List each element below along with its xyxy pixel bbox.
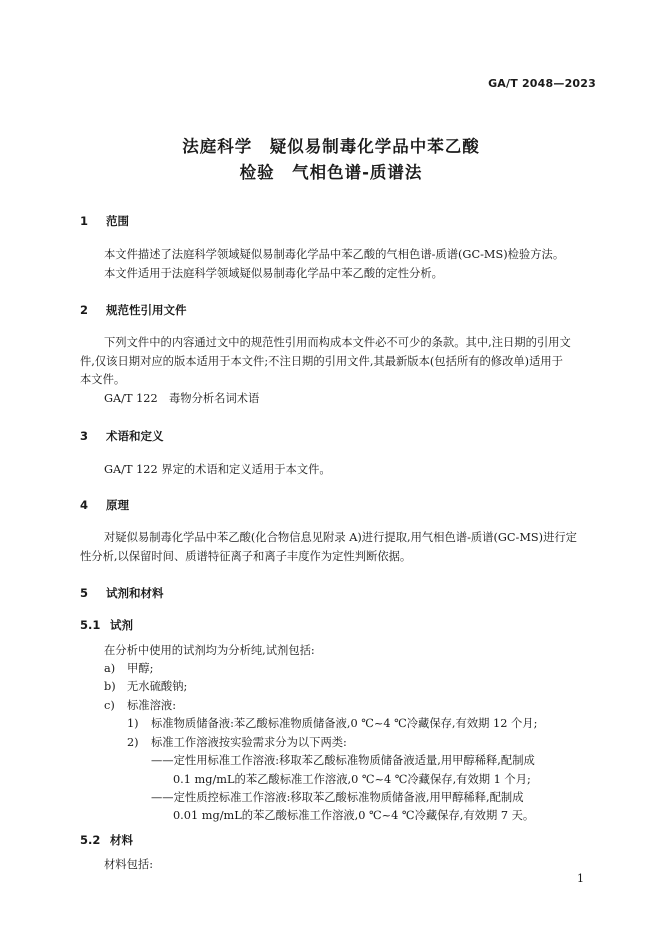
subsection-title: 材料: [110, 833, 133, 847]
section-3-heading: [80, 428, 164, 444]
paragraph: 在分析中使用的试剂均为分析纯,试剂包括:: [104, 644, 315, 657]
paragraph: GA/T 122 界定的术语和定义适用于本文件。: [104, 463, 331, 476]
list-item: 标准工作溶液按实验需求分为以下两类:: [151, 736, 347, 749]
paragraph-line: 下列文件中的内容通过文中的规范性引用而构成本文件必不可少的条款。其中,注日期的引用文: [104, 336, 571, 349]
section-number: 3: [80, 429, 89, 443]
document-title-line2: 检验 气相色谱-质谱法: [239, 163, 423, 182]
subsection-number: 5.2: [80, 833, 101, 847]
subsection-number: 5.1: [80, 618, 101, 632]
list-item: 无水硫酸钠;: [127, 680, 188, 693]
list-label: b): [104, 680, 116, 693]
section-1-heading: [80, 213, 129, 229]
standard-code: GA/T 2048—2023: [488, 77, 596, 90]
paragraph: 本文件适用于法庭科学领域疑似易制毒化学品中苯乙酸的定性分析。: [104, 267, 443, 280]
list-label: 2): [127, 736, 139, 749]
section-number: 2: [80, 303, 89, 317]
list-item: 标准溶液:: [127, 699, 176, 712]
paragraph-line: 件,仅该日期对应的版本适用于本文件;不注日期的引用文件,其最新版本(包括所有的修改单)适用于: [80, 355, 563, 368]
section-title: 原理: [106, 498, 129, 512]
section-4-heading: [80, 497, 129, 513]
section-number: 4: [80, 498, 89, 512]
normative-reference: GA/T 122 毒物分析名词术语: [104, 392, 260, 405]
section-title: 术语和定义: [106, 429, 164, 443]
paragraph-line: 对疑似易制毒化学品中苯乙酸(化合物信息见附录 A)进行提取,用气相色谱-质谱(GC-MS)进行定: [104, 531, 577, 544]
paragraph: 材料包括:: [104, 858, 153, 871]
page-number: 1: [577, 872, 584, 885]
list-label: 1): [127, 717, 139, 730]
section-2-heading: [80, 302, 187, 318]
subsection-title: 试剂: [110, 618, 133, 632]
section-5-heading: [80, 585, 164, 601]
list-label: c): [104, 699, 115, 712]
section-number: 5: [80, 586, 89, 600]
dash-item-line: ——定性用标准工作溶液:移取苯乙酸标准物质储备液适量,用甲醇稀释,配制成: [151, 754, 535, 767]
paragraph: 本文件描述了法庭科学领域疑似易制毒化学品中苯乙酸的气相色谱-质谱(GC-MS)检验方法。: [104, 248, 565, 261]
subsection-5-1-heading: [80, 617, 133, 633]
dash-item-line: 0.1 mg/mL的苯乙酸标准工作溶液,0 ℃~4 ℃冷藏保存,有效期 1 个月;: [173, 773, 531, 786]
dash-item-line: ——定性质控标准工作溶液:移取苯乙酸标准物质储备液,用甲醇稀释,配制成: [151, 791, 524, 804]
section-title: 范围: [106, 214, 129, 228]
paragraph-line: 性分析,以保留时间、质谱特征离子和离子丰度作为定性判断依据。: [80, 550, 412, 563]
paragraph-line: 本文件。: [80, 373, 126, 386]
section-title: 试剂和材料: [106, 586, 164, 600]
list-item: 甲醇;: [127, 662, 154, 675]
subsection-5-2-heading: [80, 832, 133, 848]
list-label: a): [104, 662, 116, 675]
document-title-line1: 法庭科学 疑似易制毒化学品中苯乙酸: [182, 137, 480, 156]
list-item: 标准物质储备液:苯乙酸标准物质储备液,0 ℃~4 ℃冷藏保存,有效期 12 个月;: [151, 717, 538, 730]
section-number: 1: [80, 214, 89, 228]
section-title: 规范性引用文件: [106, 303, 187, 317]
dash-item-line: 0.01 mg/mL的苯乙酸标准工作溶液,0 ℃~4 ℃冷藏保存,有效期 7 天。: [173, 809, 535, 822]
